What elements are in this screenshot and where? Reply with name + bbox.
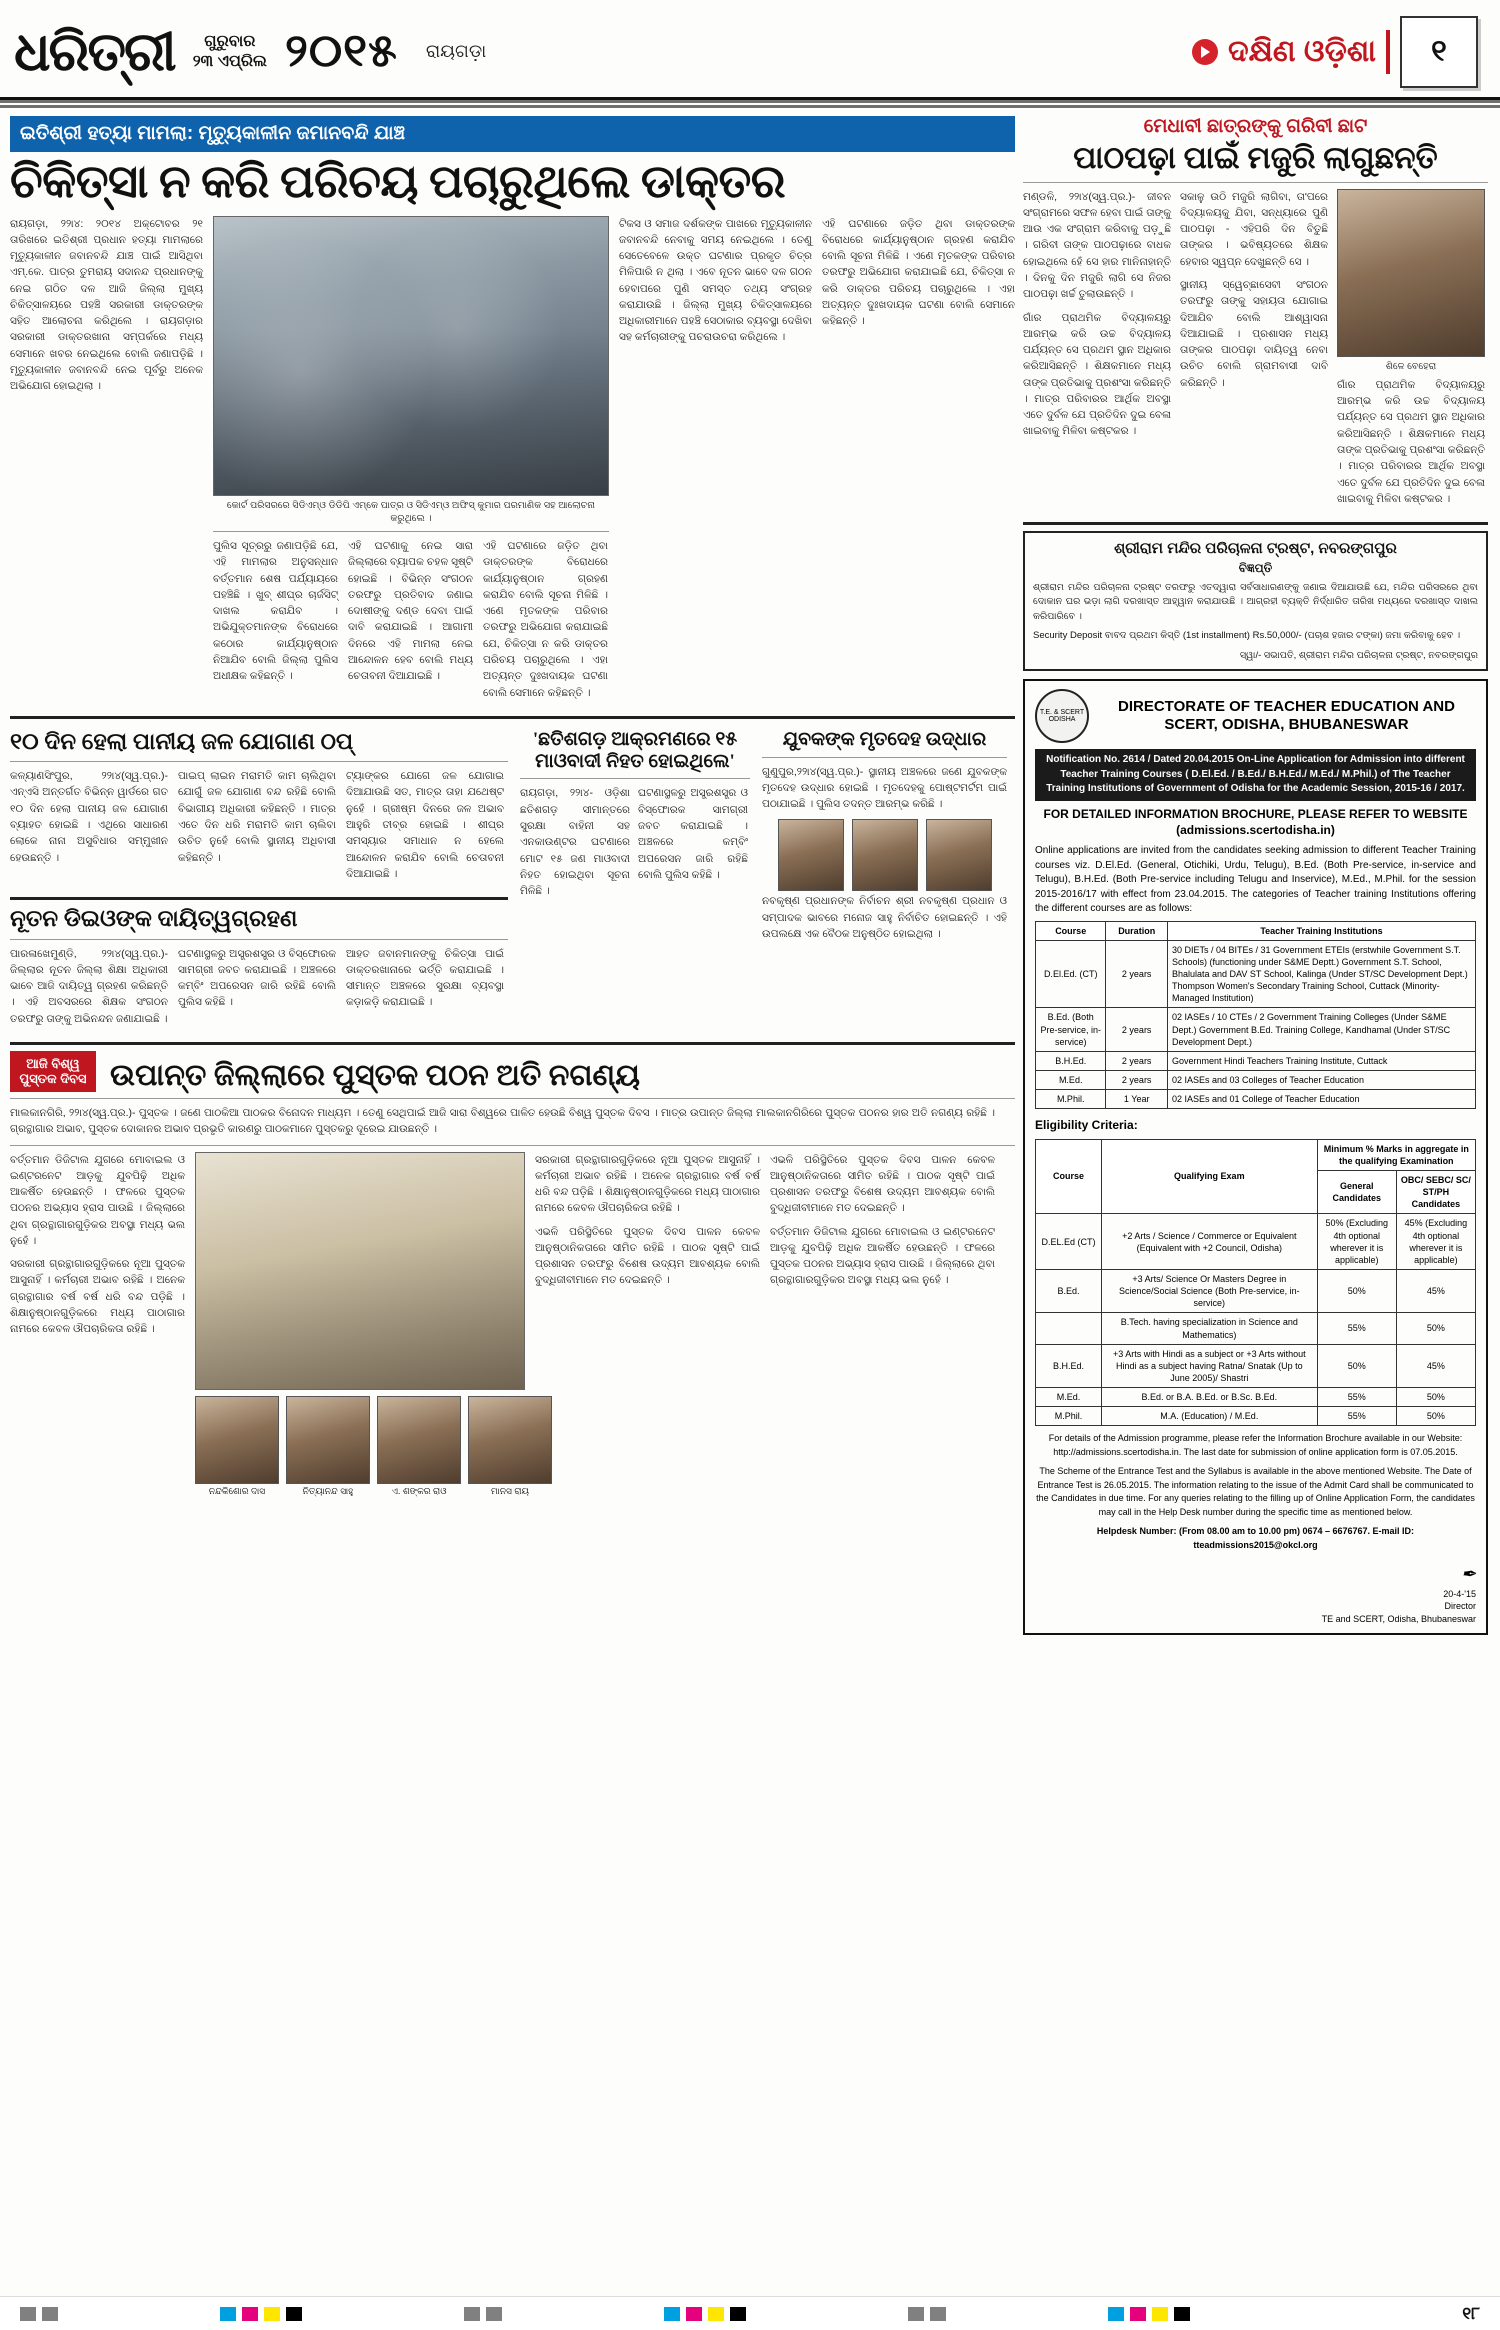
color-swatch (664, 2307, 680, 2321)
story-body-recovered (762, 725, 1007, 1034)
portrait-photo (778, 819, 844, 891)
ad-brochure-line: FOR DETAILED INFORMATION BROCHURE, PLEASE REFER TO WEBSITE (admissions.scertodisha.in) (1043, 806, 1468, 837)
paragraph: ସରକାରୀ ଗ୍ରନ୍ଥାଗାରଗୁଡ଼ିକରେ ନୂଆ ପୁସ୍ତକ ଆସୁନାହିଁ । କର୍ମଚାରୀ ଅଭାବ ରହିଛି । ଅନେକ ଗ୍ରନ୍ଥାଗାର ବର୍ଷ ବର୍ଷ ଧରି ବନ୍ଦ ପଡ଼ିଛି । ଶିକ୍ଷାନୁଷ୍ଠାନଗୁଡ଼ିକରେ ମଧ୍ୟ ପାଠାଗାର ନାମରେ କେବଳ ଔପଚାରିକତା ରହିଛି । (10, 1258, 185, 1336)
cell-exam: +2 Arts / Science / Commerce or Equivalent (Equivalent with +2 Council, Odisha) (1102, 1214, 1318, 1270)
paragraph: ସ୍ଥାନୀୟ ସ୍ୱେଚ୍ଛାସେବୀ ସଂଗଠନ ତରଫରୁ ତାଙ୍କୁ ସହାୟତା ଯୋଗାଇ ଦିଆଯିବ ବୋଲି ଆଶ୍ୱାସନା ଦିଆଯାଇଛି । ପ୍ରଶାସନ ମଧ୍ୟ ତାଙ୍କର ପାଠପଢ଼ା ଦାୟିତ୍ୱ ନେବା ଉଚିତ ବୋଲି ଗ୍ରାମବାସୀ ଦାବି କରିଛନ୍ତି । (1180, 278, 1328, 389)
color-swatch (908, 2307, 924, 2321)
cell-general: 55% (1317, 1407, 1396, 1426)
cell-reserved: 50% (1396, 1407, 1475, 1426)
student-photo-caption: ଶିଳେ ବେହେରା (1385, 360, 1437, 372)
col-general: General Candidates (1317, 1170, 1396, 1213)
story-water-supply (10, 725, 508, 1034)
color-swatch (242, 2307, 258, 2321)
news-column (1180, 189, 1328, 514)
cell-exam: +3 Arts/ Science Or Masters Degree in Science/Social Science (Both Pre-service, in-service) (1102, 1269, 1318, 1312)
news-column (520, 785, 630, 906)
signature-scribble: ✒ (1460, 1564, 1476, 1585)
courses-table (1035, 921, 1476, 1110)
paragraph: ଏହି ଘଟଣାକୁ ନେଇ ସାରା ଜିଲ୍ଲାରେ ବ୍ୟାପକ ଚହଳ ସୃଷ୍ଟି ହୋଇଛି । ବିଭିନ୍ନ ସଂଗଠନ ତରଫରୁ ପ୍ରତିବାଦ ଜଣାଇ ଦୋଷୀଙ୍କୁ ଦଣ୍ଡ ଦେବା ପାଇଁ ଦାବି କରାଯାଇଛି । ଆଗାମୀ ଦିନରେ ଏହି ମାମଲା ନେଇ ଆନ୍ଦୋଳନ ହେବ ବୋଲି ମଧ୍ୟ ଚେତାବନୀ ଦିଆଯାଇଛି । (348, 540, 473, 683)
signature-date: 20-4-'15 (1443, 1588, 1476, 1599)
ad-footer-line-1: For details of the Admission programme, please refer the Information Brochure available in our Website: http://admissions.scertodisha.in. The last date for submission of online application form is 07.05.2015. (1048, 1433, 1463, 1457)
face-item (195, 1396, 279, 1498)
signature-org: TE and SCERT, Odisha, Bhubaneswar (1321, 1613, 1476, 1624)
table-row (1036, 940, 1476, 1008)
news-column (346, 768, 504, 889)
table-row (1036, 1090, 1476, 1109)
color-swatch (464, 2307, 480, 2321)
cell-course: M.Ed. (1036, 1388, 1102, 1407)
color-swatch (1130, 2307, 1146, 2321)
cell-course (1036, 1313, 1102, 1344)
face-caption: ନନ୍ଦକିଶୋର ଦାସ (208, 1485, 266, 1496)
face-caption: ନିତ୍ୟାନନ୍ଦ ସାହୁ (302, 1485, 354, 1496)
notice-subhead: ବିଜ୍ଞପ୍ତି (1238, 560, 1273, 575)
government-seal-icon (1035, 689, 1089, 743)
col-reserved: OBC/ SEBC/ SC/ ST/PH Candidates (1396, 1170, 1475, 1213)
masthead-city: ରାୟଗଡ଼ା (425, 41, 487, 61)
paragraph: ଟିକସ ଓ ସମାଜ ଦର୍ଶକଙ୍କ ପାଖରେ ମୃତ୍ୟୁକାଳୀନ ଜବାନବନ୍ଦି ନେବାକୁ ସମୟ ନେଇଥିଲେ । ତେଣୁ ସେତେବେଳେ ଉକ୍ତ ଘଟଣାର ପ୍ରକୃତ ଚିତ୍ର ମିଳିପାରି ନ ଥିଲା । ଏବେ ନୂତନ ଭାବେ ଦଳ ଗଠନ ହେବାପରେ ପୁଣି ସମସ୍ତ ତଥ୍ୟ ସଂଗ୍ରହ କରାଯାଉଛି । ଜିଲ୍ଲା ମୁଖ୍ୟ ଚିକିତ୍ସାଳୟରେ ଅଧିକାରୀମାନେ ପହଞ୍ଚି ସେଠାକାର ବ୍ୟବସ୍ଥା ଦେଖିବା ସହ କର୍ମଚାରୀଙ୍କୁ ପଚରାଉଚରା କରିଥିଲେ । (619, 217, 812, 344)
paragraph: ପୁଲିସ ସୂତ୍ରରୁ ଜଣାପଡ଼ିଛି ଯେ, ଏହି ମାମଲାର ଅନୁସନ୍ଧାନ ବର୍ତ୍ତମାନ ଶେଷ ପର୍ଯ୍ୟାୟରେ ପହଞ୍ଚିଛି । ଖୁବ୍ ଶୀଘ୍ର ଚାର୍ଜସିଟ୍ ଦାଖଲ କରାଯିବ । ଅଭିଯୁକ୍ତମାନଙ୍କ ବିରୋଧରେ କଠୋର କାର୍ଯ୍ୟାନୁଷ୍ଠାନ ନିଆଯିବ ବୋଲି ଜିଲ୍ଲା ପୁଲିସ ଅଧୀକ୍ଷକ କହିଛନ୍ତି । (213, 540, 338, 683)
right-feature-photo-block (1337, 189, 1485, 514)
cell-exam: B.Tech. having specialization in Science and Mathematics) (1102, 1313, 1318, 1344)
portrait-photo (852, 819, 918, 891)
lead-kicker: ଇତିଶ୍ରୀ ହତ୍ୟା ମାମଲା: ମୃତ୍ୟୁକାଳୀନ ଜମାନବନ୍ଦି ଯାଞ୍ଚ (10, 116, 1015, 152)
cell-duration: 1 Year (1106, 1090, 1168, 1109)
paragraph: ଘଟଣାସ୍ଥଳରୁ ଅସ୍ତ୍ରଶସ୍ତ୍ର ଓ ବିସ୍ଫୋରକ ସାମଗ୍ରୀ ଜବତ କରାଯାଇଛି । ଅଞ୍ଚଳରେ କମ୍ବିଂ ଅପରେସନ ଜାରି ରହିଛି ବୋଲି ପୁଲିସ କହିଛି । (638, 787, 748, 881)
table-row (1036, 1344, 1476, 1387)
ad-notification-line: Notification No. 2614 / Dated 20.04.2015 On-Line Application for Admission into different Teacher Training Courses ( D.El.Ed. / B.Ed./ B.H.Ed./ M.Ed./ M.Phil.) of The Teacher Training Institutions of Government of Odisha for the Academic Session, 2015-16 / 2017. (1035, 749, 1476, 801)
table-row (1036, 1008, 1476, 1051)
student-portrait-photo (1337, 189, 1485, 357)
world-book-day-flag: ଆଜି ବିଶ୍ୱ ପୁସ୍ତକ ଦିବସ (10, 1051, 96, 1092)
news-column (483, 538, 608, 708)
portrait-photo (377, 1396, 461, 1484)
scert-advertisement (1023, 679, 1488, 1635)
masthead-day: ଗୁରୁବାର (204, 32, 256, 50)
portrait-photo (286, 1396, 370, 1484)
paragraph: ଆହତ ଜବାନମାନଙ୍କୁ ଚିକିତ୍ସା ପାଇଁ ଡାକ୍ତରଖାନାରେ ଭର୍ତ୍ତି କରାଯାଇଛି । ସୀମାନ୍ତ ଅଞ୍ଚଳରେ ସୁରକ୍ଷା ବ୍ୟବସ୍ଥା କଡ଼ାକଡ଼ି କରାଯାଇଛି । (346, 947, 504, 1009)
cell-institutions: 02 IASEs and 03 Colleges of Teacher Education (1167, 1071, 1475, 1090)
color-swatch (686, 2307, 702, 2321)
paragraph: ଘଟଣାସ୍ଥଳରୁ ଅସ୍ତ୍ରଶସ୍ତ୍ର ଓ ବିସ୍ଫୋରକ ସାମଗ୍ରୀ ଜବତ କରାଯାଇଛି । ଅଞ୍ଚଳରେ କମ୍ବିଂ ଅପରେସନ ଜାରି ରହିଛି ବୋଲି ପୁଲିସ କହିଛି । (178, 947, 336, 1009)
footer-page-number: ୧୮ (1462, 2303, 1480, 2323)
masthead-year: ୨୦୧୫ (284, 25, 398, 76)
paragraph: ସରକାରୀ ଗ୍ରନ୍ଥାଗାରଗୁଡ଼ିକରେ ନୂଆ ପୁସ୍ତକ ଆସୁନାହିଁ । କର୍ମଚାରୀ ଅଭାବ ରହିଛି । ଅନେକ ଗ୍ରନ୍ଥାଗାର ବର୍ଷ ବର୍ଷ ଧରି ବନ୍ଦ ପଡ଼ିଛି । ଶିକ୍ଷାନୁଷ୍ଠାନଗୁଡ଼ିକରେ ମଧ୍ୟ ପାଠାଗାର ନାମରେ କେବଳ ଔପଚାରିକତା ରହିଛି । (535, 1153, 760, 1215)
news-column (346, 946, 504, 1034)
cell-institutions: Government Hindi Teachers Training Institute, Cuttack (1167, 1051, 1475, 1070)
color-swatch (20, 2307, 36, 2321)
face-caption: ମାନସ ରାୟ (491, 1485, 529, 1496)
masthead-rule (0, 100, 1500, 110)
col-qualifying-exam: Qualifying Exam (1102, 1139, 1318, 1214)
cell-duration: 2 years (1106, 1008, 1168, 1051)
signature-title: Director (1444, 1601, 1476, 1612)
cell-institutions: 02 IASEs / 10 CTEs / 2 Government Training Colleges (Under S&ME Dept.) Government B.Ed. Training College, Kandhamal (Under ST/SC Development Dept.) (1167, 1008, 1475, 1051)
cell-exam: +3 Arts with Hindi as a subject or +3 Arts without Hindi as a subject having Ratna/ Snatak (Up to June 2005)/ Shastri (1102, 1344, 1318, 1387)
feature-headline: ଉପାନ୍ତ ଜିଲ୍ଲାରେ ପୁସ୍ତକ ପଠନ ଅତି ନଗଣ୍ୟ (110, 1059, 640, 1093)
story-maoist (520, 725, 750, 1034)
cell-exam: M.A. (Education) / M.Ed. (1102, 1407, 1318, 1426)
masthead (0, 0, 1500, 100)
paragraph: ଗାଁର ପ୍ରାଥମିକ ବିଦ୍ୟାଳୟରୁ ଆରମ୍ଭ କରି ଉଚ୍ଚ ବିଦ୍ୟାଳୟ ପର୍ଯ୍ୟନ୍ତ ସେ ପ୍ରଥମ ସ୍ଥାନ ଅଧିକାର କରିଆସିଛନ୍ତି । ଶିକ୍ଷକମାନେ ମଧ୍ୟ ତାଙ୍କ ପ୍ରତିଭାକୁ ପ୍ରଶଂସା କରିଛନ୍ତି । ମାତ୍ର ପରିବାରର ଆର୍ଥିକ ଅବସ୍ଥା ଏତେ ଦୁର୍ବଳ ଯେ ପ୍ରତିଦିନ ଦୁଇ ବେଳା ଖାଇବାକୁ ମିଳିବା କଷ୍ଟକର । (1023, 311, 1171, 438)
news-column (1023, 189, 1171, 514)
face-item (286, 1396, 370, 1498)
col-institutions: Teacher Training Institutions (1167, 921, 1475, 940)
ad-signature-block (1035, 1562, 1476, 1625)
col-course: Course (1036, 921, 1106, 940)
paragraph: ନବକୃଷ୍ଣ ପ୍ରଧାନଙ୍କ ନିର୍ବାଚନ ଶ୍ରୀ ନବକୃଷ୍ଣ ପ୍ରଧାନ ଓ ସମ୍ପାଦକ ଭାବରେ ମନୋଜ ସାହୁ ନିର୍ବାଚିତ ହୋଇଛନ୍ତି । ଏହି ଉପଲକ୍ଷେ ଏକ ବୈଠକ ଅନୁଷ୍ଠିତ ହୋଇଥିଲା । (762, 895, 1007, 940)
news-column (213, 538, 338, 708)
right-feature-kicker: ମେଧାବୀ ଛାତ୍ରଙ୍କୁ ଗରିବୀ ଛାଟ (1143, 116, 1368, 137)
paragraph: ଏହି ଘଟଣାରେ ଜଡ଼ିତ ଥିବା ଡାକ୍ତରଙ୍କ ବିରୋଧରେ କାର୍ଯ୍ୟାନୁଷ୍ଠାନ ଗ୍ରହଣ କରାଯିବ ବୋଲି ସୂଚନା ମିଳିଛି । ଏଣେ ମୃତକଙ୍କ ପରିବାର ତରଫରୁ ଅଭିଯୋଗ କରାଯାଇଛି ଯେ, ଚିକିତ୍ସା ନ କରି ଡାକ୍ତର ପରିଚୟ ପଚାରୁଥିଲେ । ଏହା ଅତ୍ୟନ୍ତ ଦୁଃଖଦାୟକ ଘଟଣା ବୋଲି ସେମାନେ କହିଛନ୍ତି । (822, 217, 1015, 328)
table-row (1036, 1313, 1476, 1344)
news-column (10, 768, 168, 889)
table-row (1036, 1214, 1476, 1270)
news-column (770, 1152, 995, 1498)
cell-reserved: 50% (1396, 1388, 1475, 1407)
cell-course: D.EL.Ed (CT) (1036, 1214, 1102, 1270)
cell-course: B.Ed. (Both Pre-service, in-service) (1036, 1008, 1106, 1051)
temple-trust-notice (1023, 531, 1488, 671)
color-swatch (1152, 2307, 1168, 2321)
table-row (1036, 1051, 1476, 1070)
cell-duration: 2 years (1106, 1051, 1168, 1070)
face-caption: ଏ. ଶଙ୍କର ରାଓ (391, 1485, 447, 1496)
cell-course: M.Ed. (1036, 1071, 1106, 1090)
cell-general: 50% (1317, 1269, 1396, 1312)
ad-helpdesk-line: Helpdesk Number: (From 08.00 am to 10.00 pm) 0674 – 6676767. E-mail ID: tteadmissions2015@okcl.org (1096, 1526, 1415, 1550)
lead-photo (213, 216, 609, 496)
color-swatch (930, 2307, 946, 2321)
left-column-area (10, 116, 1015, 1635)
story-headline-deo: ନୂତନ ଡିଇଓଙ୍କ ଦାୟିତ୍ୱଗ୍ରହଣ (10, 906, 298, 932)
right-column-area (1023, 116, 1488, 1635)
portrait-photo (926, 819, 992, 891)
books-photo (195, 1152, 525, 1390)
cell-reserved: 45% (1396, 1269, 1475, 1312)
paragraph: ପାରଳାଖେମୁଣ୍ଡି, ୨୨ା୪(ସ୍ୱ.ପ୍ର.)-ଜିଲ୍ଲାର ନୂତନ ଜିଲ୍ଲା ଶିକ୍ଷା ଅଧିକାରୀ ଭାବେ ଆଜି ଦାୟିତ୍ୱ ଗ୍ରହଣ କରିଛନ୍ତି । ଏହି ଅବସରରେ ଶିକ୍ଷକ ସଂଗଠନ ତରଫରୁ ତାଙ୍କୁ ଅଭିନନ୍ଦନ ଜଣାଯାଇଛି । (10, 947, 168, 1025)
book-day-feature (10, 1051, 1015, 1497)
news-column (762, 893, 1007, 942)
cell-course: M.Phil. (1036, 1090, 1106, 1109)
news-column (10, 216, 203, 708)
cell-general: 55% (1317, 1313, 1396, 1344)
divider (1386, 30, 1390, 74)
news-column (1337, 377, 1485, 507)
story-headline: ଯୁବକଙ୍କ ମୃତଦେହ ଉଦ୍ଧାର (782, 728, 987, 750)
lead-story-columns (10, 216, 1015, 708)
cell-course: B.Ed. (1036, 1269, 1102, 1312)
paragraph: ପାଇପ୍ ଲାଇନ ମରାମତି କାମ ଚାଲିଥିବା ଯୋଗୁଁ ଜଳ ଯୋଗାଣ ବନ୍ଦ ରହିଛି ବୋଲି ବିଭାଗୀୟ ଅଧିକାରୀ କହିଛନ୍ତି । ମାତ୍ର ଏତେ ଦିନ ଧରି ମରାମତି କାମ ଚାଲିବା ଉଚିତ ନୁହେଁ ବୋଲି ସ୍ଥାନୀୟ ଅଧିବାସୀ କହିଛନ୍ତି । (178, 770, 336, 864)
news-column (178, 768, 336, 889)
cell-reserved: 45% (1396, 1344, 1475, 1387)
cell-general: 55% (1317, 1388, 1396, 1407)
obituary-photo-row (762, 819, 1007, 891)
masthead-date (193, 32, 267, 72)
cell-institutions: 30 DIETs / 04 BITEs / 31 Government ETEIs (erstwhile Government S.T. Schools) (functioning under S&ME Deptt.) Government S.T. School, Bhalulata and DAV ST School, Kalinga (Under ST/SC Development Dept.) Thompson Women's Secondary Training School, Cuttack (Minority-Managed Institution) (1167, 940, 1475, 1008)
color-swatch (1174, 2307, 1190, 2321)
paragraph: ସକାଳୁ ଉଠି ମଜୁରି ଲାଗିବା, ତା'ପରେ ବିଦ୍ୟାଳୟକୁ ଯିବା, ସନ୍ଧ୍ୟାରେ ପୁଣି ପାଠପଢ଼ା - ଏହିପରି ଦିନ ବିତୁଛି ତାଙ୍କର । ଭବିଷ୍ୟତରେ ଶିକ୍ଷକ ହେବାର ସ୍ୱପ୍ନ ଦେଖୁଛନ୍ତି ସେ । (1180, 190, 1328, 268)
cell-duration: 2 years (1106, 940, 1168, 1008)
portrait-photo (195, 1396, 279, 1484)
cell-duration: 2 years (1106, 1071, 1168, 1090)
color-swatch (486, 2307, 502, 2321)
cell-course: M.Phil. (1036, 1407, 1102, 1426)
color-swatch (220, 2307, 236, 2321)
right-feature-headline: ପାଠପଢ଼ା ପାଇଁ ମଜୁରି ଲାଗୁଛନ୍ତି (1073, 140, 1438, 175)
cell-exam: B.Ed. or B.A. B.Ed. or B.Sc. B.Ed. (1102, 1388, 1318, 1407)
page-body (0, 110, 1500, 1635)
color-swatch (1108, 2307, 1124, 2321)
eligibility-title: Eligibility Criteria: (1035, 1118, 1138, 1133)
notice-headline: ଶ୍ରୀରାମ ମନ୍ଦିର ପରିଚାଳନା ଟ୍ରଷ୍ଟ, ନବରଙ୍ଗପୁର (1114, 540, 1397, 558)
paragraph: ରାୟଗଡ଼ା, ୨୨ା୪- ଓଡ଼ିଶା ଛତିଶଗଡ଼ ସୀମାନ୍ତରେ ସୁରକ୍ଷା ବାହିନୀ ସହ ଏନକାଉଣ୍ଟର ଘଟଣାରେ ମୋଟ ୧୫ ଜଣ ମାଓବାଦୀ ନିହତ ହୋଇଥିବା ସୂଚନା ମିଳିଛି । (520, 787, 630, 898)
cell-general: 50% (1317, 1344, 1396, 1387)
table-row (1036, 1388, 1476, 1407)
news-column (348, 538, 473, 708)
books-photo-block (195, 1152, 529, 1498)
paragraph: ଟ୍ୟାଙ୍କର ଯୋଗେ ଜଳ ଯୋଗାଇ ଦିଆଯାଉଛି ସତ, ମାତ୍ର ତାହା ଯଥେଷ୍ଟ ନୁହେଁ । ଗ୍ରୀଷ୍ମ ଦିନରେ ଜଳ ଅଭାବ ଆହୁରି ତୀବ୍ର ହୋଇଛି । ଶୀଘ୍ର ସମସ୍ୟାର ସମାଧାନ ନ ହେଲେ ଆନ୍ଦୋଳନ କରାଯିବ ବୋଲି ଚେତାବନୀ ଦିଆଯାଇଛି । (346, 770, 504, 880)
news-column (762, 764, 1007, 813)
seal-text: T.E. & SCERT ODISHA (1039, 708, 1085, 724)
page-number: ୧ (1431, 34, 1447, 68)
masthead-daymonth: ୨୩ ଏପ୍ରିଲ (192, 52, 267, 70)
right-feature-body (1023, 189, 1488, 514)
ad-intro: Online applications are invited from the candidates seeking admission to different Teacher Training courses viz. D.El.Ed. (General, Otichiki, Urdu, Telugu), B.Ed. (Both Pre-service, in-service and Telugu), B.H.Ed. (Both Pre-service including Telugu and Inservice), M.Ed., M.Phil. for the session 2015-2016/17 with effect from 23.04.2015. The categories of Teacher training Institutions offering the different courses are as follows: (1035, 845, 1476, 915)
cell-general: 50% (Excluding 4th optional wherever it is applicable) (1317, 1214, 1396, 1270)
face-photo-row (195, 1396, 529, 1498)
col-minimum-marks: Minimum % Marks in aggregate in the qualifying Examination (1317, 1139, 1475, 1170)
paragraph: ଗାଁର ପ୍ରାଥମିକ ବିଦ୍ୟାଳୟରୁ ଆରମ୍ଭ କରି ଉଚ୍ଚ ବିଦ୍ୟାଳୟ ପର୍ଯ୍ୟନ୍ତ ସେ ପ୍ରଥମ ସ୍ଥାନ ଅଧିକାର କରିଆସିଛନ୍ତି । ଶିକ୍ଷକମାନେ ମଧ୍ୟ ତାଙ୍କ ପ୍ରତିଭାକୁ ପ୍ରଶଂସା କରିଛନ୍ତି । ମାତ୍ର ପରିବାରର ଆର୍ଥିକ ଅବସ୍ଥା ଏତେ ଦୁର୍ବଳ ଯେ ପ୍ରତିଦିନ ଦୁଇ ବେଳା ଖାଇବାକୁ ମିଳିବା କଷ୍ଟକର । (1337, 378, 1485, 505)
page-number-badge (1400, 16, 1478, 88)
news-column (638, 785, 748, 906)
paragraph: କଳ୍ୟାଣସିଂପୁର, ୨୨ା୪(ସ୍ୱ.ପ୍ର.)- ଏନ୍ଏସି ଅନ୍ତର୍ଗତ ବିଭିନ୍ନ ୱାର୍ଡରେ ଗତ ୧୦ ଦିନ ହେଲା ପାନୀୟ ଜଳ ଯୋଗାଣ ବ୍ୟାହତ ହୋଇଛି । ଏଥିରେ ସାଧାରଣ ଲୋକେ ନାନା ଅସୁବିଧାର ସମ୍ମୁଖୀନ ହେଉଛନ୍ତି । (10, 770, 168, 864)
table-header-row (1036, 921, 1476, 940)
story-headline: 'ଛତିଶଗଡ଼ ଆକ୍ରମଣରେ ୧୫ ମାଓବାଦୀ ନିହତ ହୋଇଥିଲେ' (532, 728, 738, 772)
paragraph: ଏଭଳି ପରିସ୍ଥିତିରେ ପୁସ୍ତକ ଦିବସ ପାଳନ କେବଳ ଆନୁଷ୍ଠାନିକତାରେ ସୀମିତ ରହିଛି । ପାଠକ ସୃଷ୍ଟି ପାଇଁ ପ୍ରଶାସନ ତରଫରୁ ବିଶେଷ ଉଦ୍ୟମ ଆବଶ୍ୟକ ବୋଲି ବୁଦ୍ଧିଜୀବୀମାନେ ମତ ଦେଇଛନ୍ତି । (535, 1225, 760, 1287)
masthead-right (1192, 16, 1486, 88)
paragraph: ବର୍ତ୍ତମାନ ଡିଜିଟାଲ ଯୁଗରେ ମୋବାଇଲ ଓ ଇଣ୍ଟରନେଟ ଆଡ଼କୁ ଯୁବପିଢ଼ି ଅଧିକ ଆକର୍ଷିତ ହେଉଛନ୍ତି । ଫଳରେ ପୁସ୍ତକ ପଠନର ଅଭ୍ୟାସ ହ୍ରାସ ପାଉଛି । ଜିଲ୍ଲାରେ ଥିବା ଗ୍ରନ୍ଥାଗାରଗୁଡ଼ିକର ଅବସ୍ଥା ମଧ୍ୟ ଭଲ ନୁହେଁ । (10, 1153, 185, 1247)
paragraph: ରାୟଗଡ଼ା, ୨୨ା୪: ୨୦୧୪ ଅକ୍ଟୋବର ୨୧ ତାରିଖରେ ଇତିଶ୍ରୀ ପ୍ରଧାନ ହତ୍ୟା ମାମଲାରେ ମୃତ୍ୟୁକାଳୀନ ଜବାନବନ୍ଦି ଯାଞ୍ଚ ପାଇଁ ଆସିଥିବା ଏମ୍.କେ. ପାତ୍ର ତୁମରାୟ ସଦାନନ୍ଦ ପ୍ରଧାନଙ୍କୁ ନେଇ ଗଠିତ ଦଳ ଆଜି ଜିଲ୍ଲା ମୁଖ୍ୟ ଚିକିତ୍ସାଳୟରେ ପହଞ୍ଚି ସରକାରୀ ଡାକ୍ତରଙ୍କ ସହିତ ଆଲୋଚନା କରିଥିଲେ । ରାୟଗଡ଼ାର ସରକାରୀ ଡାକ୍ତରଖାନା ସମ୍ପର୍କରେ ମଧ୍ୟ ସେମାନେ ଖବର ନେଇଥିଲେ ବୋଲି ଜଣାପଡ଼ିଛି । ମୃତ୍ୟୁକାଳୀନ ଜବାନବନ୍ଦି ନେଇ ପୂର୍ବରୁ ଅନେକ ଅଭିଯୋଗ ହୋଇଥିଲା । (10, 217, 203, 393)
table-row (1036, 1269, 1476, 1312)
news-column (822, 216, 1015, 708)
story-headline: ୧୦ ଦିନ ହେଲା ପାନୀୟ ଜଳ ଯୋଗାଣ ଠପ୍ (10, 728, 354, 754)
color-swatch (708, 2307, 724, 2321)
table-row (1036, 1071, 1476, 1090)
ad-footer-line-2: The Scheme of the Entrance Test and the Syllabus is available in the above mentioned Website. The Date of Entrance Test is 26.05.2015. The information relating to the issue of the Admit Card shall be communicated to the Candidates in due time. For any queries relating to the filling up of Online Application Form, the candidates may call in the Help Desk number during the specific time as mentioned below. (1036, 1466, 1475, 1517)
table-header-row (1036, 1139, 1476, 1170)
feature-dateline (10, 1105, 995, 1138)
paragraph: ମାଲକାନଗିରି, ୨୨ା୪(ସ୍ୱ.ପ୍ର.)- ପୁସ୍ତକ । ଜଣେ ପାଠକିଆ ପାଠକର ବିନୋଦନ ମାଧ୍ୟମ । ତେଣୁ ସେଥିପାଇଁ ଆଜି ସାରା ବିଶ୍ୱରେ ପାଳିତ ହେଉଛି ବିଶ୍ୱ ପୁସ୍ତକ ଦିବସ । ମାତ୍ର ଉପାନ୍ତ ଜିଲ୍ଲା ମାଲକାନଗିରିରେ ପୁସ୍ତକ ପଠନର ହାର ଅତି ନଗଣ୍ୟ ରହିଛି । ଗ୍ରନ୍ଥାଗାର ଅଭାବ, ପୁସ୍ତକ ଦୋକାନର ଅଭାବ ପ୍ରଭୃତି କାରଣରୁ ପାଠକମାନେ ପୁସ୍ତକରୁ ଦୂରେଇ ଯାଉଛନ୍ତି । (10, 1107, 995, 1136)
notice-deposit-line: Security Deposit ବାବଦ ପ୍ରଥମ କିସ୍ତି (1st installment) Rs.50,000/- (ପଚାଶ ହଜାର ଟଙ୍କା) ଜମା କରିବାକୁ ହେବ । (1033, 629, 1461, 641)
color-swatch (286, 2307, 302, 2321)
paragraph: ଗୁଣୁପୁର,୨୨ା୪(ସ୍ୱ.ପ୍ର.)- ସ୍ଥାନୀୟ ଅଞ୍ଚଳରେ ଜଣେ ଯୁବକଙ୍କ ମୃତଦେହ ଉଦ୍ଧାର ହୋଇଛି । ମୃତଦେହକୁ ପୋଷ୍ଟମର୍ଟମ ପାଇଁ ପଠାଯାଇଛି । ପୁଲିସ ତଦନ୍ତ ଆରମ୍ଭ କରିଛି । (762, 765, 1007, 811)
newspaper-logo: ଧରିତ୍ରୀ (14, 21, 175, 82)
color-swatch (42, 2307, 58, 2321)
notice-signature: ସ୍ୱା/- ସଭାପତି, ଶ୍ରୀରାମ ମନ୍ଦିର ପରିଚାଳନା ଟ୍ରଷ୍ଟ, ନବରଙ୍ଗପୁର (1239, 650, 1478, 662)
notice-body: ଶ୍ରୀରାମ ମନ୍ଦିର ପରିଚାଳନା ଟ୍ରଷ୍ଟ ତରଫରୁ ଏତଦ୍ୱାରା ସର୍ବସାଧାରଣଙ୍କୁ ଜଣାଇ ଦିଆଯାଉଛି ଯେ, ମନ୍ଦିର ପରିସରରେ ଥିବା ଦୋକାନ ଘର ଭଡ଼ା ଲାଗି ଦରଖାସ୍ତ ଆହ୍ୱାନ କରାଯାଉଛି । ଆଗ୍ରହୀ ବ୍ୟକ୍ତି ନିର୍ଦ୍ଧାରିତ ତାରିଖ ମଧ୍ୟରେ ଦରଖାସ୍ତ ଦାଖଲ କରିପାରିବେ । (1033, 582, 1478, 622)
paragraph: ମଣ୍ଡଳି, ୨୨ା୪(ସ୍ୱ.ପ୍ର.)- ଜୀବନ ସଂଗ୍ରାମରେ ସଫଳ ହେବା ପାଇଁ ତାଙ୍କୁ ଆଉ ଏକ ସଂଗ୍ରାମ କରିବାକୁ ପଡ଼ୁଛି । ଗରିବୀ ତାଙ୍କ ପାଠପଢ଼ାରେ ବାଧକ ହୋଇଥିଲେ ହେଁ ସେ ହାର ମାନିନାହାନ୍ତି । ଦିନକୁ ଦିନ ମଜୁରି ଲାଗି ସେ ନିଜର ପାଠପଢ଼ା ଖର୍ଚ୍ଚ ତୁଲାଉଛନ୍ତି । (1023, 190, 1171, 301)
masthead-edition: ଦକ୍ଷିଣ ଓଡ଼ିଶା (1228, 34, 1376, 68)
lead-photo-block (213, 216, 609, 708)
table-row (1036, 1407, 1476, 1426)
paragraph: ବର୍ତ୍ତମାନ ଡିଜିଟାଲ ଯୁଗରେ ମୋବାଇଲ ଓ ଇଣ୍ଟରନେଟ ଆଡ଼କୁ ଯୁବପିଢ଼ି ଅଧିକ ଆକର୍ଷିତ ହେଉଛନ୍ତି । ଫଳରେ ପୁସ୍ତକ ପଠନର ଅଭ୍ୟାସ ହ୍ରାସ ପାଉଛି । ଜିଲ୍ଲାରେ ଥିବା ଗ୍ରନ୍ଥାଗାରଗୁଡ଼ିକର ଅବସ୍ଥା ମଧ୍ୟ ଭଲ ନୁହେଁ । (770, 1225, 995, 1287)
color-swatch (730, 2307, 746, 2321)
cell-course: B.H.Ed. (1036, 1051, 1106, 1070)
news-column (10, 1152, 185, 1498)
eligibility-table (1035, 1139, 1476, 1427)
lead-headline: ଚିକିତ୍ସା ନ କରି ପରିଚୟ ପଚାରୁଥିଲେ ଡାକ୍ତର (10, 156, 786, 207)
cell-reserved: 50% (1396, 1313, 1475, 1344)
cell-institutions: 02 IASEs and 01 College of Teacher Education (1167, 1090, 1475, 1109)
cell-course: D.El.Ed. (CT) (1036, 940, 1106, 1008)
paragraph: ଏଭଳି ପରିସ୍ଥିତିରେ ପୁସ୍ତକ ଦିବସ ପାଳନ କେବଳ ଆନୁଷ୍ଠାନିକତାରେ ସୀମିତ ରହିଛି । ପାଠକ ସୃଷ୍ଟି ପାଇଁ ପ୍ରଶାସନ ତରଫରୁ ବିଶେଷ ଉଦ୍ୟମ ଆବଶ୍ୟକ ବୋଲି ବୁଦ୍ଧିଜୀବୀମାନେ ମତ ଦେଇଛନ୍ତି । (770, 1153, 995, 1215)
ad-title: DIRECTORATE OF TEACHER EDUCATION AND SCERT, ODISHA, BHUBANESWAR (1118, 697, 1455, 734)
paragraph: ଏହି ଘଟଣାରେ ଜଡ଼ିତ ଥିବା ଡାକ୍ତରଙ୍କ ବିରୋଧରେ କାର୍ଯ୍ୟାନୁଷ୍ଠାନ ଗ୍ରହଣ କରାଯିବ ବୋଲି ସୂଚନା ମିଳିଛି । ଏଣେ ମୃତକଙ୍କ ପରିବାର ତରଫରୁ ଅଭିଯୋଗ କରାଯାଇଛି ଯେ, ଚିକିତ୍ସା ନ କରି ଡାକ୍ତର ପରିଚୟ ପଚାରୁଥିଲେ । ଏହା ଅତ୍ୟନ୍ତ ଦୁଃଖଦାୟକ ଘଟଣା ବୋଲି ସେମାନେ କହିଛନ୍ତି । (483, 540, 608, 699)
news-column (619, 216, 812, 708)
color-swatch (264, 2307, 280, 2321)
news-column (535, 1152, 760, 1498)
mid-story-deck (10, 725, 1015, 1034)
news-column (10, 946, 168, 1034)
col-duration: Duration (1106, 921, 1168, 940)
news-column (178, 946, 336, 1034)
cell-reserved: 45% (Excluding 4th optional wherever it is applicable) (1396, 1214, 1475, 1270)
play-circle-icon (1192, 39, 1218, 65)
lead-photo-caption: କୋର୍ଟ ପରିସରରେ ସିଡିଏମ୍ଓ ଡିଡିପି ଏମ୍କେ ପାତ୍ର ଓ ସିଡିଏମ୍ଓ ଅଫିସ୍ କୁମାର ପରମାଣିକ ସହ ଆଲୋଚନା କରୁଥିଲେ । (226, 499, 596, 524)
print-registration-bar (0, 2296, 1500, 2330)
col-course: Course (1036, 1139, 1102, 1214)
face-item (377, 1396, 461, 1498)
cell-course: B.H.Ed. (1036, 1344, 1102, 1387)
